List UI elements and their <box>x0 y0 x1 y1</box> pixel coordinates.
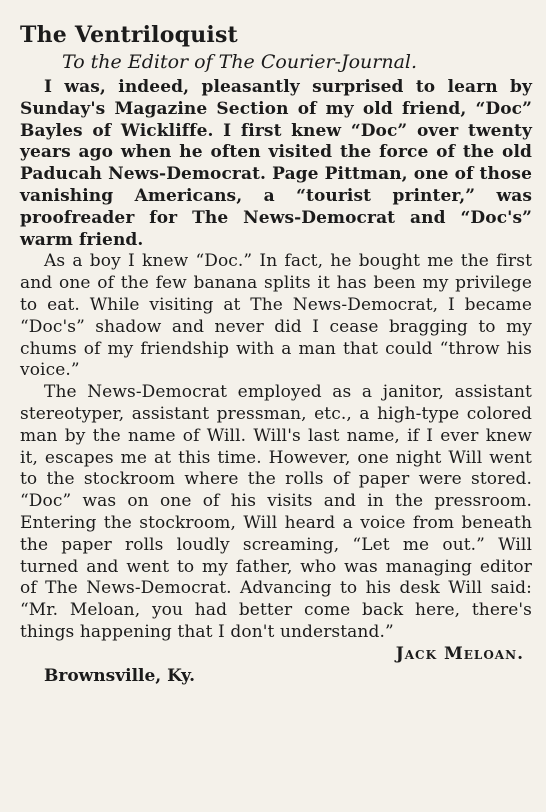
signature-line <box>20 644 532 666</box>
author-signature: Jack Meloan. <box>395 643 524 664</box>
author-location: Brownsville, Ky. <box>44 665 195 686</box>
dateline: To the Editor of The Courier-Journal. <box>62 51 418 73</box>
article-paragraph-3: The News-Democrat employed as a janitor, assistant stereotyper, assistant pressman, etc., a high-type colored man by the name of Will. Will's last name, if I ever knew it, escapes me at this time. However, one night Will went to the stockroom where the rolls of paper were stored. “Doc” was on one of his visits and in the pressroom. Entering the stockroom, Will heard a voice from beneath the paper rolls loudly screaming, “Let me out.” Will turned and went to my father, who was managing editor of The News-Democrat. Advancing to his desk Will said: “Mr. Meloan, you had better come back here, there's things happening that I don't understand.” <box>20 382 532 642</box>
headline: The Ventriloquist <box>20 22 238 48</box>
article-paragraph-1: I was, indeed, pleasantly surprised to learn by Sunday's Magazine Section of my old friend, “Doc” Bayles of Wickliffe. I first knew “Doc” over twenty years ago when he often visited the force of the old Paducah News-Democrat. Page Pittman, one of those vanishing Americans, a “tourist printer,” was proofreader for The News-Democrat and “Doc's” warm friend. <box>20 77 532 250</box>
article-paragraph-2: As a boy I knew “Doc.” In fact, he bought me the first and one of the few banana splits it has been my privilege to eat. While visiting at The News-Democrat, I became “Doc's” shadow and never did I cease bragging to my chums of my friendship with a man that could “throw his voice.” <box>20 251 532 381</box>
